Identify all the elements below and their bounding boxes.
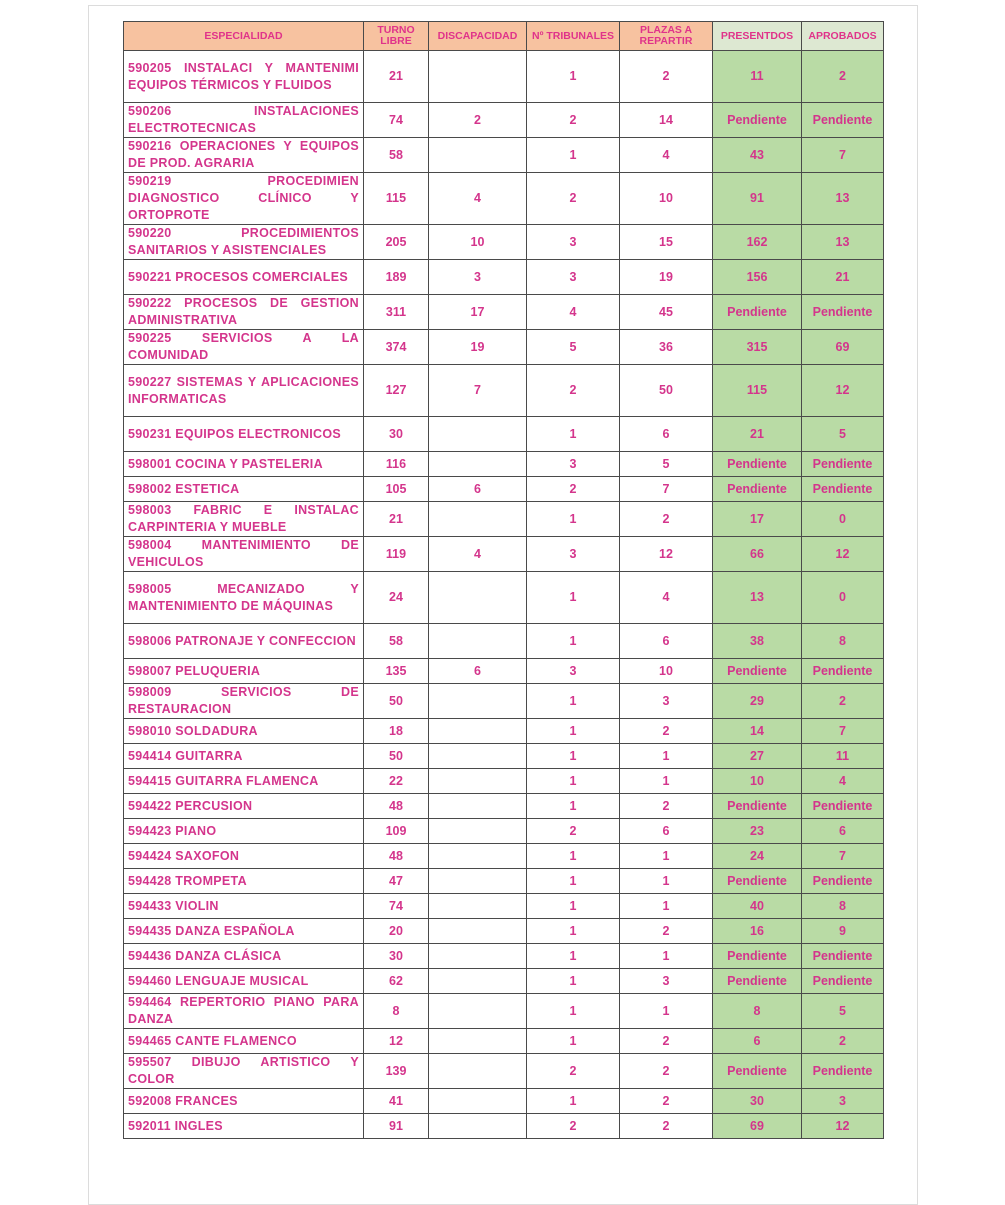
cell-especialidad: 598004 MANTENIMIENTO DE VEHICULOS bbox=[124, 537, 364, 572]
cell-tribunales: 1 bbox=[527, 944, 620, 969]
cell-plazas: 50 bbox=[620, 365, 713, 417]
cell-turno-libre: 47 bbox=[364, 869, 429, 894]
cell-tribunales: 1 bbox=[527, 894, 620, 919]
cell-tribunales: 2 bbox=[527, 819, 620, 844]
table-row bbox=[124, 260, 884, 295]
cell-turno-libre: 50 bbox=[364, 744, 429, 769]
table-row bbox=[124, 502, 884, 537]
cell-plazas: 2 bbox=[620, 1114, 713, 1139]
table-row bbox=[124, 330, 884, 365]
cell-discapacidad bbox=[429, 944, 527, 969]
table-row bbox=[124, 51, 884, 103]
cell-discapacidad: 19 bbox=[429, 330, 527, 365]
cell-tribunales: 1 bbox=[527, 417, 620, 452]
cell-tribunales: 1 bbox=[527, 969, 620, 994]
cell-discapacidad bbox=[429, 744, 527, 769]
cell-turno-libre: 30 bbox=[364, 944, 429, 969]
cell-turno-libre: 62 bbox=[364, 969, 429, 994]
cell-aprobados: 2 bbox=[802, 1029, 884, 1054]
cell-discapacidad bbox=[429, 719, 527, 744]
cell-discapacidad bbox=[429, 502, 527, 537]
cell-aprobados: 69 bbox=[802, 330, 884, 365]
cell-especialidad: 590231 EQUIPOS ELECTRONICOS bbox=[124, 417, 364, 452]
cell-plazas: 7 bbox=[620, 477, 713, 502]
cell-presentados: Pendiente bbox=[713, 659, 802, 684]
table-row bbox=[124, 103, 884, 138]
cell-discapacidad bbox=[429, 919, 527, 944]
cell-especialidad: 594422 PERCUSION bbox=[124, 794, 364, 819]
cell-aprobados: 8 bbox=[802, 624, 884, 659]
cell-aprobados: Pendiente bbox=[802, 1054, 884, 1089]
table-row bbox=[124, 844, 884, 869]
cell-presentados: 69 bbox=[713, 1114, 802, 1139]
cell-turno-libre: 24 bbox=[364, 572, 429, 624]
cell-presentados: 30 bbox=[713, 1089, 802, 1114]
table-row bbox=[124, 624, 884, 659]
cell-presentados: 21 bbox=[713, 417, 802, 452]
cell-tribunales: 2 bbox=[527, 103, 620, 138]
cell-especialidad: 592008 FRANCES bbox=[124, 1089, 364, 1114]
cell-turno-libre: 41 bbox=[364, 1089, 429, 1114]
cell-discapacidad bbox=[429, 417, 527, 452]
cell-turno-libre: 21 bbox=[364, 51, 429, 103]
cell-plazas: 1 bbox=[620, 944, 713, 969]
cell-plazas: 14 bbox=[620, 103, 713, 138]
cell-discapacidad: 3 bbox=[429, 260, 527, 295]
cell-tribunales: 1 bbox=[527, 844, 620, 869]
cell-discapacidad bbox=[429, 844, 527, 869]
cell-presentados: Pendiente bbox=[713, 1054, 802, 1089]
table-row bbox=[124, 1054, 884, 1089]
cell-turno-libre: 119 bbox=[364, 537, 429, 572]
table-row bbox=[124, 659, 884, 684]
cell-presentados: 10 bbox=[713, 769, 802, 794]
cell-turno-libre: 18 bbox=[364, 719, 429, 744]
cell-discapacidad: 6 bbox=[429, 477, 527, 502]
cell-presentados: 16 bbox=[713, 919, 802, 944]
table-row bbox=[124, 452, 884, 477]
cell-tribunales: 1 bbox=[527, 744, 620, 769]
cell-presentados: 115 bbox=[713, 365, 802, 417]
cell-aprobados: 11 bbox=[802, 744, 884, 769]
cell-presentados: 66 bbox=[713, 537, 802, 572]
cell-presentados: 315 bbox=[713, 330, 802, 365]
cell-especialidad: 590219 PROCEDIMIEN DIAGNOSTICO CLÍNICO Y ORTOPROTE bbox=[124, 173, 364, 225]
cell-turno-libre: 105 bbox=[364, 477, 429, 502]
cell-tribunales: 1 bbox=[527, 794, 620, 819]
cell-tribunales: 1 bbox=[527, 919, 620, 944]
cell-discapacidad: 10 bbox=[429, 225, 527, 260]
cell-aprobados: 7 bbox=[802, 719, 884, 744]
cell-tribunales: 1 bbox=[527, 769, 620, 794]
cell-discapacidad bbox=[429, 624, 527, 659]
cell-presentados: 27 bbox=[713, 744, 802, 769]
cell-presentados: Pendiente bbox=[713, 794, 802, 819]
cell-tribunales: 1 bbox=[527, 684, 620, 719]
cell-presentados: 8 bbox=[713, 994, 802, 1029]
cell-aprobados: 4 bbox=[802, 769, 884, 794]
cell-discapacidad bbox=[429, 794, 527, 819]
cell-plazas: 2 bbox=[620, 1029, 713, 1054]
cell-aprobados: 5 bbox=[802, 417, 884, 452]
cell-especialidad: 598005 MECANIZADO Y MANTENIMIENTO DE MÁQUINAS bbox=[124, 572, 364, 624]
cell-aprobados: Pendiente bbox=[802, 452, 884, 477]
cell-plazas: 2 bbox=[620, 502, 713, 537]
cell-tribunales: 1 bbox=[527, 994, 620, 1029]
cell-tribunales: 3 bbox=[527, 225, 620, 260]
cell-turno-libre: 135 bbox=[364, 659, 429, 684]
cell-tribunales: 1 bbox=[527, 1089, 620, 1114]
cell-aprobados: Pendiente bbox=[802, 103, 884, 138]
cell-aprobados: 12 bbox=[802, 537, 884, 572]
cell-discapacidad: 2 bbox=[429, 103, 527, 138]
cell-plazas: 15 bbox=[620, 225, 713, 260]
header-plazas: PLAZAS A REPARTIR bbox=[620, 22, 713, 51]
cell-presentados: Pendiente bbox=[713, 944, 802, 969]
cell-especialidad: 598002 ESTETICA bbox=[124, 477, 364, 502]
table-row bbox=[124, 869, 884, 894]
cell-discapacidad: 4 bbox=[429, 173, 527, 225]
header-turno-libre: TURNO LIBRE bbox=[364, 22, 429, 51]
cell-discapacidad bbox=[429, 452, 527, 477]
table-row bbox=[124, 744, 884, 769]
cell-turno-libre: 48 bbox=[364, 794, 429, 819]
table-row bbox=[124, 719, 884, 744]
cell-plazas: 5 bbox=[620, 452, 713, 477]
cell-tribunales: 1 bbox=[527, 572, 620, 624]
table-row bbox=[124, 295, 884, 330]
cell-aprobados: 5 bbox=[802, 994, 884, 1029]
cell-tribunales: 4 bbox=[527, 295, 620, 330]
cell-presentados: 24 bbox=[713, 844, 802, 869]
cell-presentados: Pendiente bbox=[713, 103, 802, 138]
cell-especialidad: 594464 REPERTORIO PIANO PARA DANZA bbox=[124, 994, 364, 1029]
cell-tribunales: 2 bbox=[527, 173, 620, 225]
cell-especialidad: 594423 PIANO bbox=[124, 819, 364, 844]
cell-discapacidad bbox=[429, 138, 527, 173]
cell-presentados: 40 bbox=[713, 894, 802, 919]
cell-discapacidad bbox=[429, 1029, 527, 1054]
cell-turno-libre: 58 bbox=[364, 624, 429, 659]
cell-plazas: 1 bbox=[620, 994, 713, 1029]
cell-especialidad: 590206 INSTALACIONES ELECTROTECNICAS bbox=[124, 103, 364, 138]
cell-especialidad: 598009 SERVICIOS DE RESTAURACION bbox=[124, 684, 364, 719]
cell-plazas: 6 bbox=[620, 417, 713, 452]
cell-especialidad: 594460 LENGUAJE MUSICAL bbox=[124, 969, 364, 994]
cell-especialidad: 594424 SAXOFON bbox=[124, 844, 364, 869]
cell-turno-libre: 48 bbox=[364, 844, 429, 869]
cell-plazas: 4 bbox=[620, 572, 713, 624]
cell-plazas: 2 bbox=[620, 794, 713, 819]
cell-plazas: 36 bbox=[620, 330, 713, 365]
cell-plazas: 19 bbox=[620, 260, 713, 295]
table-row bbox=[124, 944, 884, 969]
cell-plazas: 2 bbox=[620, 1054, 713, 1089]
cell-aprobados: 13 bbox=[802, 225, 884, 260]
table-row bbox=[124, 794, 884, 819]
cell-turno-libre: 205 bbox=[364, 225, 429, 260]
header-especialidad: ESPECIALIDAD bbox=[124, 22, 364, 51]
cell-discapacidad bbox=[429, 1089, 527, 1114]
cell-aprobados: Pendiente bbox=[802, 869, 884, 894]
table-row bbox=[124, 1089, 884, 1114]
cell-turno-libre: 12 bbox=[364, 1029, 429, 1054]
cell-plazas: 2 bbox=[620, 919, 713, 944]
cell-especialidad: 594414 GUITARRA bbox=[124, 744, 364, 769]
cell-aprobados: 2 bbox=[802, 684, 884, 719]
table-row bbox=[124, 994, 884, 1029]
cell-turno-libre: 127 bbox=[364, 365, 429, 417]
cell-aprobados: 13 bbox=[802, 173, 884, 225]
cell-turno-libre: 374 bbox=[364, 330, 429, 365]
cell-plazas: 12 bbox=[620, 537, 713, 572]
cell-especialidad: 594415 GUITARRA FLAMENCA bbox=[124, 769, 364, 794]
cell-aprobados: 2 bbox=[802, 51, 884, 103]
table-row bbox=[124, 365, 884, 417]
cell-especialidad: 590205 INSTALACI Y MANTENIMI EQUIPOS TÉRMICOS Y FLUIDOS bbox=[124, 51, 364, 103]
cell-presentados: 91 bbox=[713, 173, 802, 225]
table-row bbox=[124, 417, 884, 452]
cell-presentados: 162 bbox=[713, 225, 802, 260]
cell-plazas: 2 bbox=[620, 51, 713, 103]
cell-tribunales: 1 bbox=[527, 51, 620, 103]
cell-tribunales: 5 bbox=[527, 330, 620, 365]
cell-especialidad: 598003 FABRIC E INSTALAC CARPINTERIA Y MUEBLE bbox=[124, 502, 364, 537]
cell-plazas: 3 bbox=[620, 684, 713, 719]
cell-discapacidad bbox=[429, 969, 527, 994]
cell-plazas: 1 bbox=[620, 744, 713, 769]
cell-tribunales: 3 bbox=[527, 537, 620, 572]
cell-tribunales: 1 bbox=[527, 1029, 620, 1054]
cell-presentados: 29 bbox=[713, 684, 802, 719]
cell-discapacidad bbox=[429, 1054, 527, 1089]
cell-especialidad: 594428 TROMPETA bbox=[124, 869, 364, 894]
cell-plazas: 10 bbox=[620, 659, 713, 684]
cell-tribunales: 3 bbox=[527, 260, 620, 295]
cell-presentados: 38 bbox=[713, 624, 802, 659]
cell-presentados: 156 bbox=[713, 260, 802, 295]
cell-aprobados: Pendiente bbox=[802, 295, 884, 330]
cell-presentados: 14 bbox=[713, 719, 802, 744]
table-row bbox=[124, 477, 884, 502]
cell-especialidad: 590222 PROCESOS DE GESTION ADMINISTRATIVA bbox=[124, 295, 364, 330]
cell-discapacidad: 7 bbox=[429, 365, 527, 417]
cell-plazas: 3 bbox=[620, 969, 713, 994]
cell-discapacidad bbox=[429, 994, 527, 1029]
cell-aprobados: Pendiente bbox=[802, 659, 884, 684]
table-row bbox=[124, 138, 884, 173]
cell-turno-libre: 22 bbox=[364, 769, 429, 794]
table-row bbox=[124, 225, 884, 260]
cell-plazas: 10 bbox=[620, 173, 713, 225]
cell-especialidad: 598010 SOLDADURA bbox=[124, 719, 364, 744]
cell-discapacidad bbox=[429, 51, 527, 103]
cell-especialidad: 598006 PATRONAJE Y CONFECCION bbox=[124, 624, 364, 659]
header-row bbox=[124, 22, 884, 51]
cell-especialidad: 598001 COCINA Y PASTELERIA bbox=[124, 452, 364, 477]
cell-tribunales: 1 bbox=[527, 719, 620, 744]
cell-aprobados: 7 bbox=[802, 138, 884, 173]
cell-especialidad: 598007 PELUQUERIA bbox=[124, 659, 364, 684]
cell-plazas: 6 bbox=[620, 624, 713, 659]
cell-turno-libre: 116 bbox=[364, 452, 429, 477]
cell-turno-libre: 21 bbox=[364, 502, 429, 537]
cell-discapacidad bbox=[429, 769, 527, 794]
cell-plazas: 2 bbox=[620, 719, 713, 744]
cell-aprobados: 21 bbox=[802, 260, 884, 295]
cell-aprobados: 0 bbox=[802, 572, 884, 624]
cell-aprobados: Pendiente bbox=[802, 477, 884, 502]
cell-discapacidad: 4 bbox=[429, 537, 527, 572]
cell-turno-libre: 91 bbox=[364, 1114, 429, 1139]
table-row bbox=[124, 684, 884, 719]
header-aprobados: APROBADOS bbox=[802, 22, 884, 51]
cell-turno-libre: 139 bbox=[364, 1054, 429, 1089]
cell-especialidad: 590227 SISTEMAS Y APLICACIONES INFORMATICAS bbox=[124, 365, 364, 417]
cell-aprobados: 12 bbox=[802, 1114, 884, 1139]
cell-aprobados: 6 bbox=[802, 819, 884, 844]
cell-aprobados: 0 bbox=[802, 502, 884, 537]
cell-discapacidad bbox=[429, 819, 527, 844]
cell-discapacidad: 6 bbox=[429, 659, 527, 684]
cell-tribunales: 2 bbox=[527, 477, 620, 502]
cell-turno-libre: 74 bbox=[364, 103, 429, 138]
cell-especialidad: 594436 DANZA CLÁSICA bbox=[124, 944, 364, 969]
cell-presentados: Pendiente bbox=[713, 295, 802, 330]
cell-plazas: 1 bbox=[620, 769, 713, 794]
header-discapacidad: DISCAPACIDAD bbox=[429, 22, 527, 51]
cell-turno-libre: 311 bbox=[364, 295, 429, 330]
cell-aprobados: Pendiente bbox=[802, 944, 884, 969]
cell-presentados: 17 bbox=[713, 502, 802, 537]
table-row bbox=[124, 769, 884, 794]
results-table bbox=[123, 21, 884, 1139]
cell-plazas: 6 bbox=[620, 819, 713, 844]
cell-presentados: 13 bbox=[713, 572, 802, 624]
cell-especialidad: 590220 PROCEDIMIENTOS SANITARIOS Y ASISTENCIALES bbox=[124, 225, 364, 260]
table-row bbox=[124, 819, 884, 844]
cell-especialidad: 592011 INGLES bbox=[124, 1114, 364, 1139]
cell-plazas: 1 bbox=[620, 844, 713, 869]
cell-aprobados: 12 bbox=[802, 365, 884, 417]
cell-especialidad: 594465 CANTE FLAMENCO bbox=[124, 1029, 364, 1054]
cell-presentados: 23 bbox=[713, 819, 802, 844]
cell-tribunales: 1 bbox=[527, 138, 620, 173]
cell-aprobados: Pendiente bbox=[802, 794, 884, 819]
cell-tribunales: 2 bbox=[527, 365, 620, 417]
cell-plazas: 45 bbox=[620, 295, 713, 330]
table-row bbox=[124, 572, 884, 624]
cell-aprobados: 7 bbox=[802, 844, 884, 869]
cell-tribunales: 1 bbox=[527, 869, 620, 894]
table-row bbox=[124, 894, 884, 919]
cell-tribunales: 3 bbox=[527, 659, 620, 684]
cell-presentados: Pendiente bbox=[713, 477, 802, 502]
table-body bbox=[124, 51, 884, 1139]
cell-especialidad: 590225 SERVICIOS A LA COMUNIDAD bbox=[124, 330, 364, 365]
cell-presentados: 6 bbox=[713, 1029, 802, 1054]
cell-discapacidad: 17 bbox=[429, 295, 527, 330]
header-tribunales: Nº TRIBUNALES bbox=[527, 22, 620, 51]
cell-tribunales: 1 bbox=[527, 624, 620, 659]
cell-plazas: 1 bbox=[620, 894, 713, 919]
cell-discapacidad bbox=[429, 572, 527, 624]
table-row bbox=[124, 173, 884, 225]
cell-presentados: Pendiente bbox=[713, 869, 802, 894]
cell-presentados: Pendiente bbox=[713, 452, 802, 477]
cell-plazas: 4 bbox=[620, 138, 713, 173]
cell-aprobados: 9 bbox=[802, 919, 884, 944]
table-row bbox=[124, 537, 884, 572]
table-row bbox=[124, 1029, 884, 1054]
cell-presentados: 43 bbox=[713, 138, 802, 173]
cell-turno-libre: 109 bbox=[364, 819, 429, 844]
cell-tribunales: 3 bbox=[527, 452, 620, 477]
cell-especialidad: 590221 PROCESOS COMERCIALES bbox=[124, 260, 364, 295]
cell-discapacidad bbox=[429, 894, 527, 919]
cell-discapacidad bbox=[429, 1114, 527, 1139]
cell-especialidad: 590216 OPERACIONES Y EQUIPOS DE PROD. AGRARIA bbox=[124, 138, 364, 173]
cell-tribunales: 2 bbox=[527, 1114, 620, 1139]
cell-discapacidad bbox=[429, 869, 527, 894]
cell-especialidad: 594433 VIOLIN bbox=[124, 894, 364, 919]
cell-plazas: 2 bbox=[620, 1089, 713, 1114]
cell-turno-libre: 20 bbox=[364, 919, 429, 944]
cell-especialidad: 595507 DIBUJO ARTISTICO Y COLOR bbox=[124, 1054, 364, 1089]
table-row bbox=[124, 919, 884, 944]
cell-turno-libre: 74 bbox=[364, 894, 429, 919]
cell-turno-libre: 50 bbox=[364, 684, 429, 719]
cell-presentados: 11 bbox=[713, 51, 802, 103]
cell-aprobados: Pendiente bbox=[802, 969, 884, 994]
table-row bbox=[124, 969, 884, 994]
table-row bbox=[124, 1114, 884, 1139]
cell-especialidad: 594435 DANZA ESPAÑOLA bbox=[124, 919, 364, 944]
cell-turno-libre: 58 bbox=[364, 138, 429, 173]
cell-discapacidad bbox=[429, 684, 527, 719]
cell-aprobados: 8 bbox=[802, 894, 884, 919]
cell-turno-libre: 115 bbox=[364, 173, 429, 225]
cell-turno-libre: 30 bbox=[364, 417, 429, 452]
cell-aprobados: 3 bbox=[802, 1089, 884, 1114]
cell-plazas: 1 bbox=[620, 869, 713, 894]
header-presentados: PRESENTDOS bbox=[713, 22, 802, 51]
cell-tribunales: 2 bbox=[527, 1054, 620, 1089]
cell-turno-libre: 8 bbox=[364, 994, 429, 1029]
cell-turno-libre: 189 bbox=[364, 260, 429, 295]
cell-tribunales: 1 bbox=[527, 502, 620, 537]
cell-presentados: Pendiente bbox=[713, 969, 802, 994]
